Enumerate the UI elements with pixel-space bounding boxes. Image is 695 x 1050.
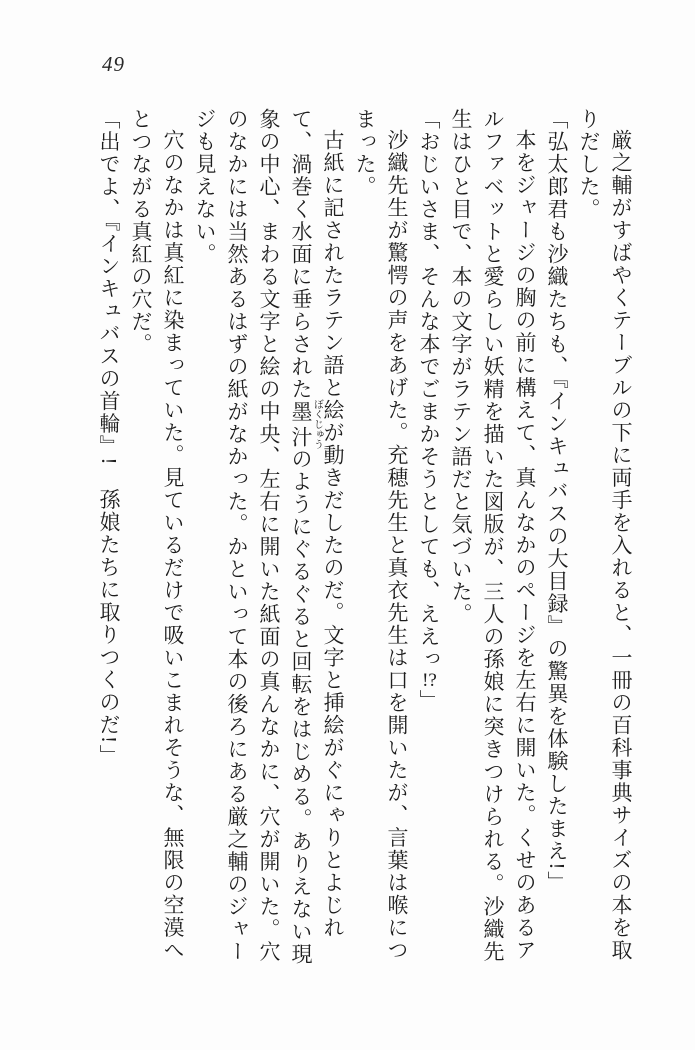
narration-4-post: のようにぐるぐると回転をはじめる。ありえない現象の中心、まわる文字と絵の中央、左右に開いた紙面の真んなかに、穴が開いた。穴のなかには当然あるはずの紙がなかった。かといって本の後ろにある厳之輔のジャージも見えない。 <box>193 108 313 966</box>
paragraph-dialogue-2 <box>413 108 445 966</box>
dialogue-2-text: 「おじいさま、そんな本でごまかそうとしても、ええっ <box>417 108 441 671</box>
ruby-base-bokujuu: 墨汁 <box>289 399 313 450</box>
paragraph-dialogue-1: 「弘太郎君も沙織たちも、『インキュバスの大目録』の驚異を体験したまえ!」 <box>545 108 569 894</box>
furigana-bokujuu: ぼくじゅう <box>311 399 323 450</box>
paragraph-narration-3: 沙織先生が驚愕の声をあげた。充穂先生と真衣先生は口を開いたが、言葉は喉につまった。 <box>353 108 409 962</box>
paragraph-dialogue-3: 「出でよ、『インキュバスの首輪』! 孫娘たちに取りつくのだ!」 <box>97 108 121 767</box>
tate-chu-yoko-exclamation: !? <box>422 670 437 690</box>
paragraph-narration-1: 厳之輔がすばやくテーブルの下に両手を入れると、一冊の百科事典サイズの本を取りだした。 <box>577 108 633 962</box>
ruby-bokujuu <box>289 399 323 450</box>
paragraph-narration-5: 穴のなかは真紅に染まっていた。見ているだけで吸いこまれそうな、無限の空漠へとつながる真紅の穴だ。 <box>129 108 185 962</box>
dialogue-2-close-quote: 」 <box>417 689 441 712</box>
paragraph-narration-2: 本をジャージの胸の前に構えて、真んなかのページを左右に開いた。くせのあるアルファベットと愛らしい妖精を描いた図版が、三人の孫娘に突きつけられる。沙織先生はひと目で、本の文字がラテン語だと気づいた。 <box>449 108 537 963</box>
paragraph-narration-4 <box>189 108 349 966</box>
narration-4-pre: 古紙に記されたラテン語と絵が動きだしたのだ。文字と挿絵がぐにゃりとよじれて、渦巻く水面に垂らされた <box>289 108 345 939</box>
vertical-text-block <box>93 108 637 966</box>
page-number: 49 <box>102 52 125 76</box>
